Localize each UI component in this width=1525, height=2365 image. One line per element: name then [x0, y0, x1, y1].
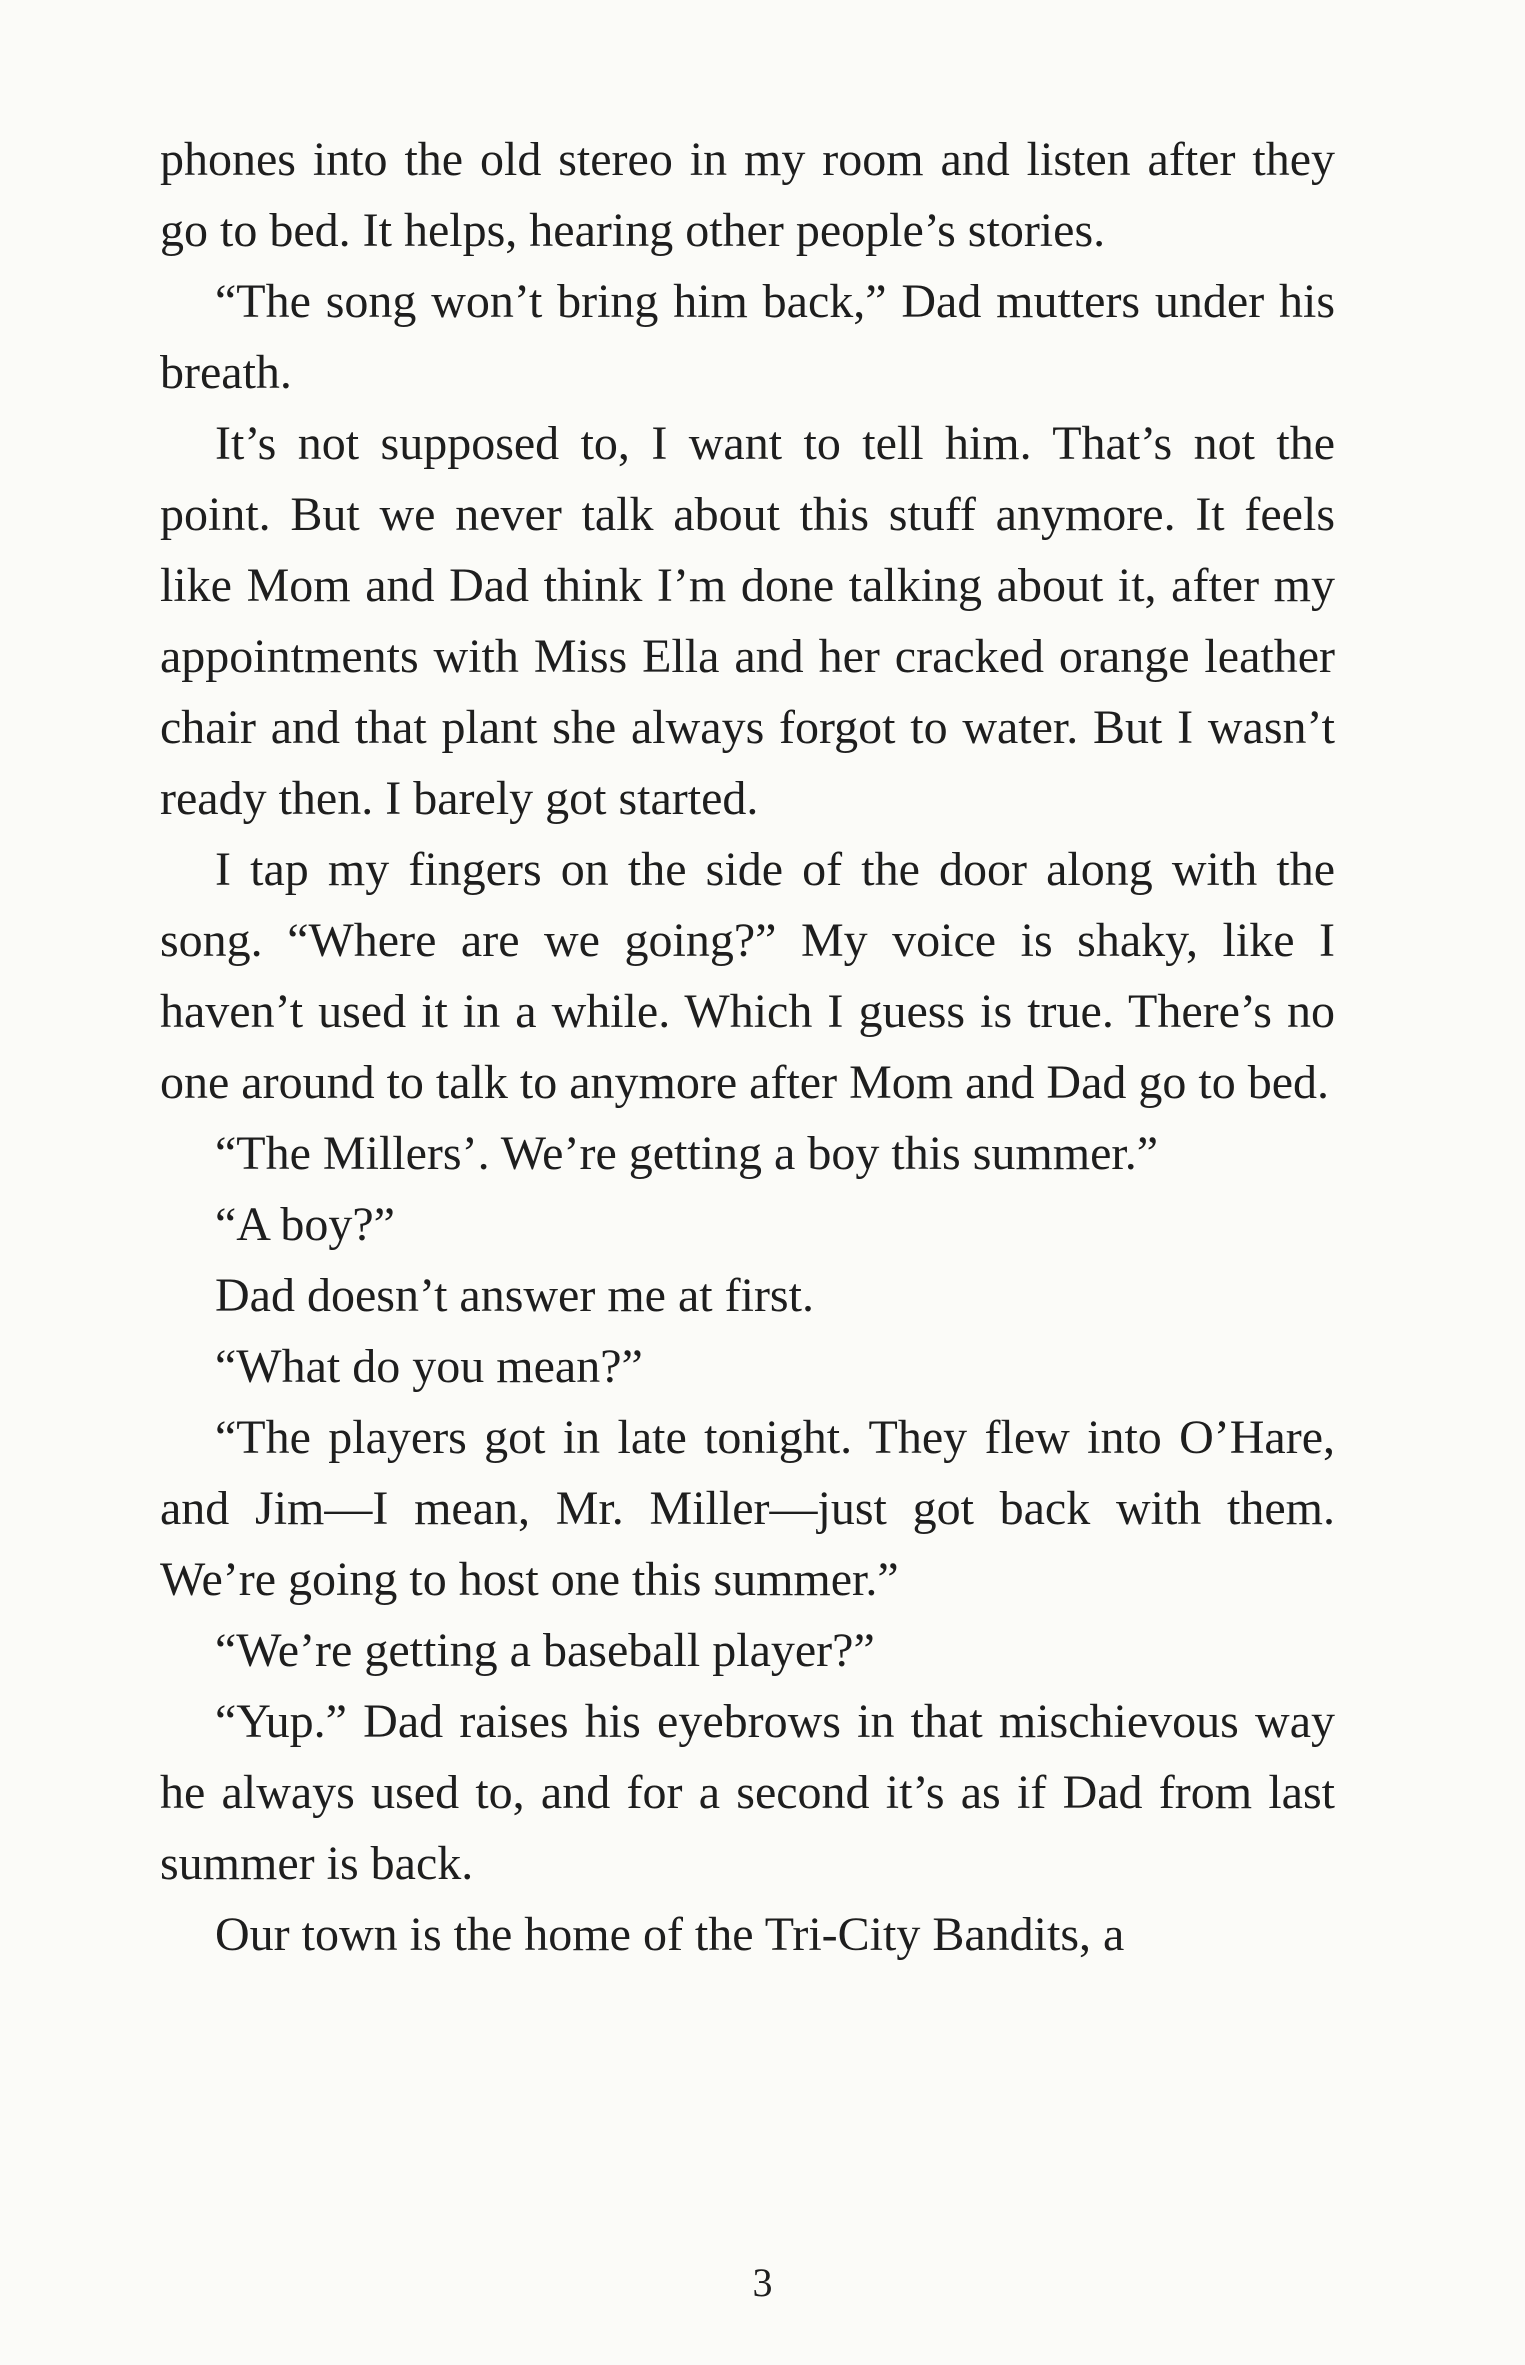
page-number: 3: [752, 2260, 773, 2305]
paragraph: “A boy?”: [215, 1198, 395, 1251]
paragraph: “The Millers’. We’re getting a boy this summer.”: [215, 1127, 1159, 1180]
paragraph: phones into the old stereo in my room and listen after they go to bed. It helps, hearing other people’s stories.: [160, 133, 1335, 257]
paragraph: Our town is the home of the Tri-City Bandits, a: [215, 1908, 1125, 1961]
paragraph: It’s not supposed to, I want to tell him. That’s not the point. But we never talk about this stuff anymore. It feels like Mom and Dad think I’m done talking about it, after my appointments with Miss Ella and her cracked orange leather chair and that plant she always forgot to water. But I wasn’t ready then. I barely got started.: [160, 417, 1335, 825]
paragraph: “The song won’t bring him back,” Dad mutters under his breath.: [160, 275, 1335, 399]
paragraph: “What do you mean?”: [215, 1340, 643, 1393]
paragraph: “We’re getting a baseball player?”: [215, 1624, 875, 1677]
body-text: [160, 124, 1335, 1970]
paragraph: “The players got in late tonight. They flew into O’Hare, and Jim—I mean, Mr. Miller—just got back with them. We’re going to host one this summer.”: [160, 1411, 1335, 1606]
paragraph: I tap my fingers on the side of the door along with the song. “Where are we going?” My voice is shaky, like I haven’t used it in a while. Which I guess is true. There’s no one around to talk to anymore after Mom and Dad go to bed.: [160, 843, 1335, 1109]
paragraph: “Yup.” Dad raises his eyebrows in that mischievous way he always used to, and for a second it’s as if Dad from last summer is back.: [160, 1695, 1335, 1890]
paragraph: Dad doesn’t answer me at first.: [215, 1269, 814, 1322]
